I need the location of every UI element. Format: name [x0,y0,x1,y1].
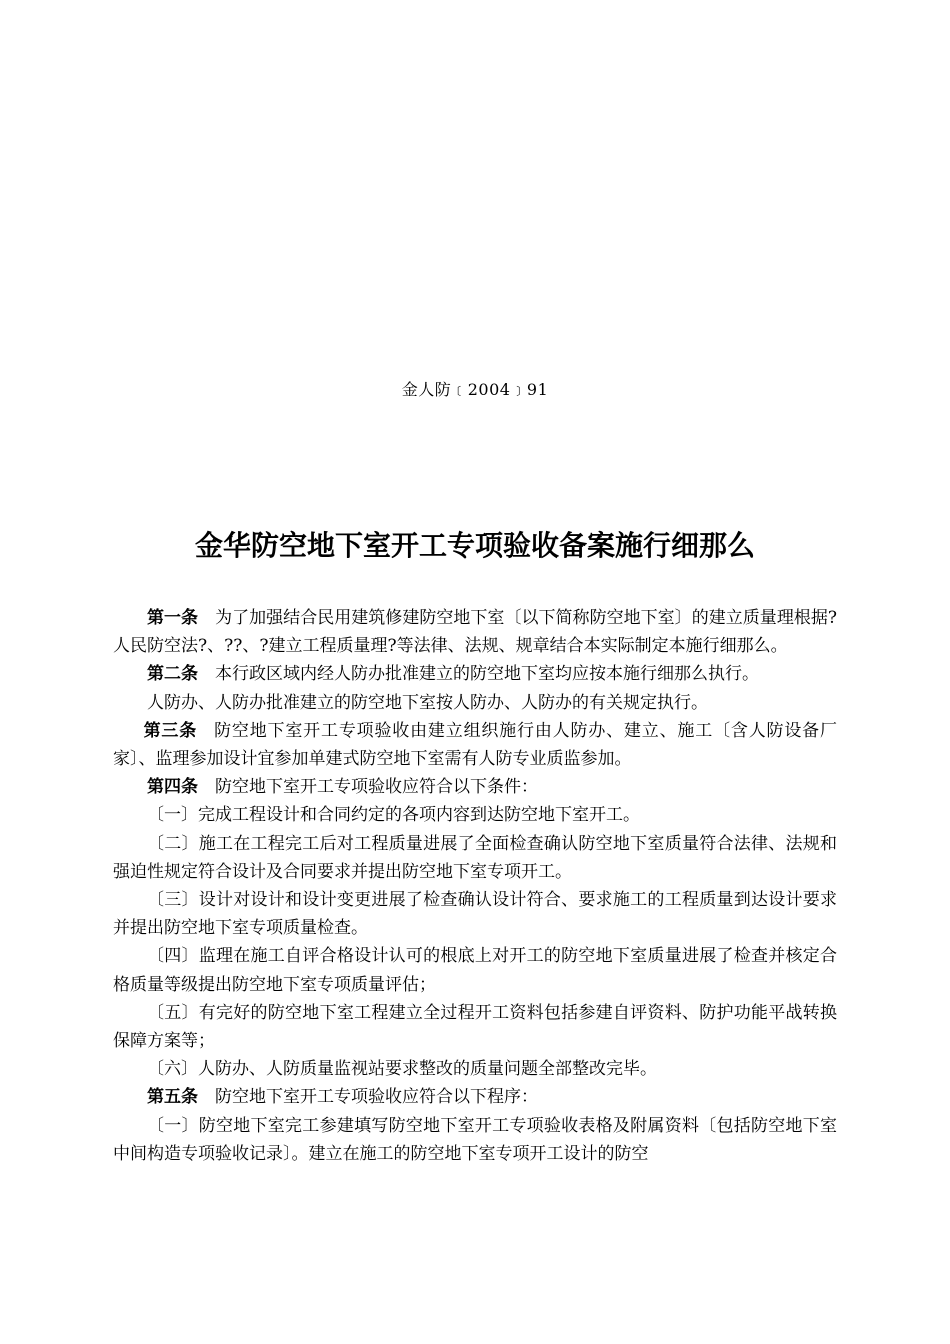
paragraph [113,999,837,1055]
article-number: 第四条 [147,777,198,798]
paragraph [113,830,837,886]
paragraph [113,801,837,829]
paragraph [113,942,837,998]
paragraph [113,773,837,801]
paragraph-text: 人防办、人防办批准建立的防空地下室按人防办、人防办的有关规定执行。 [147,692,708,713]
paragraph-text: 〔五〕有完好的防空地下室工程建立全过程开工资料包括参建自评资料、防护功能平战转换保障方案等； [113,1002,837,1052]
article-number: 第五条 [147,1087,198,1108]
paragraph [113,717,837,773]
paragraph-text: 为了加强结合民用建筑修建防空地下室〔以下简称防空地下室〕的建立质量理根据?人民防空法?、??、?建立工程质量理?等法律、法规、规章结合本实际制定本施行细那么。 [113,608,837,657]
document-title: 金华防空地下室开工专项验收备案施行细那么 [194,529,755,562]
paragraph-text: 〔二〕施工在工程完工后对工程质量进展了全面检查确认防空地下室质量符合法律、法规和强迫性规定符合设计及合同要求并提出防空地下室专项开工。 [113,833,837,882]
paragraph [113,604,837,660]
paragraph-text: 防空地下室开工专项验收应符合以下条件： [215,777,538,798]
paragraph-text: 〔四〕监理在施工自评合格设计认可的根底上对开工的防空地下室质量进展了检查并核定合格质量等级提出防空地下室专项质量评估； [113,946,837,995]
paragraph [113,660,837,688]
article-number: 第三条 [143,720,198,741]
paragraph [113,1055,837,1083]
article-number: 第一条 [147,608,199,628]
paragraph-text: 〔一〕防空地下室完工参建填写防空地下室开工专项验收表格及附属资料〔包括防空地下室中间构造专项验收记录〕。建立在施工的防空地下室专项开工设计的防空 [113,1115,837,1164]
paragraph [113,1083,837,1111]
paragraph-text: 防空地下室开工专项验收由建立组织施行由人防办、建立、施工〔含人防设备厂家〕、监理参加设计宜参加单建式防空地下室需有人防专业质监参加。 [113,720,838,770]
document-body [113,604,837,1168]
paragraph [113,1112,837,1168]
paragraph [113,886,837,942]
document-number: 金人防﹝2004﹞91 [401,380,549,399]
paragraph-text: 〔三〕设计对设计和设计变更进展了检查确认设计符合、要求施工的工程质量到达设计要求并提出防空地下室专项质量检查。 [113,890,837,939]
paragraph-text: 防空地下室开工专项验收应符合以下程序： [215,1087,538,1108]
paragraph-text: 〔六〕人防办、人防质量监视站要求整改的质量问题全部整改完毕。 [147,1059,657,1080]
paragraph-text: 本行政区域内经人防办批准建立的防空地下室均应按本施行细那么执行。 [215,664,759,685]
article-number: 第二条 [147,664,198,685]
paragraph-text: 〔一〕完成工程设计和合同约定的各项内容到达防空地下室开工。 [147,805,640,826]
paragraph [113,689,837,717]
